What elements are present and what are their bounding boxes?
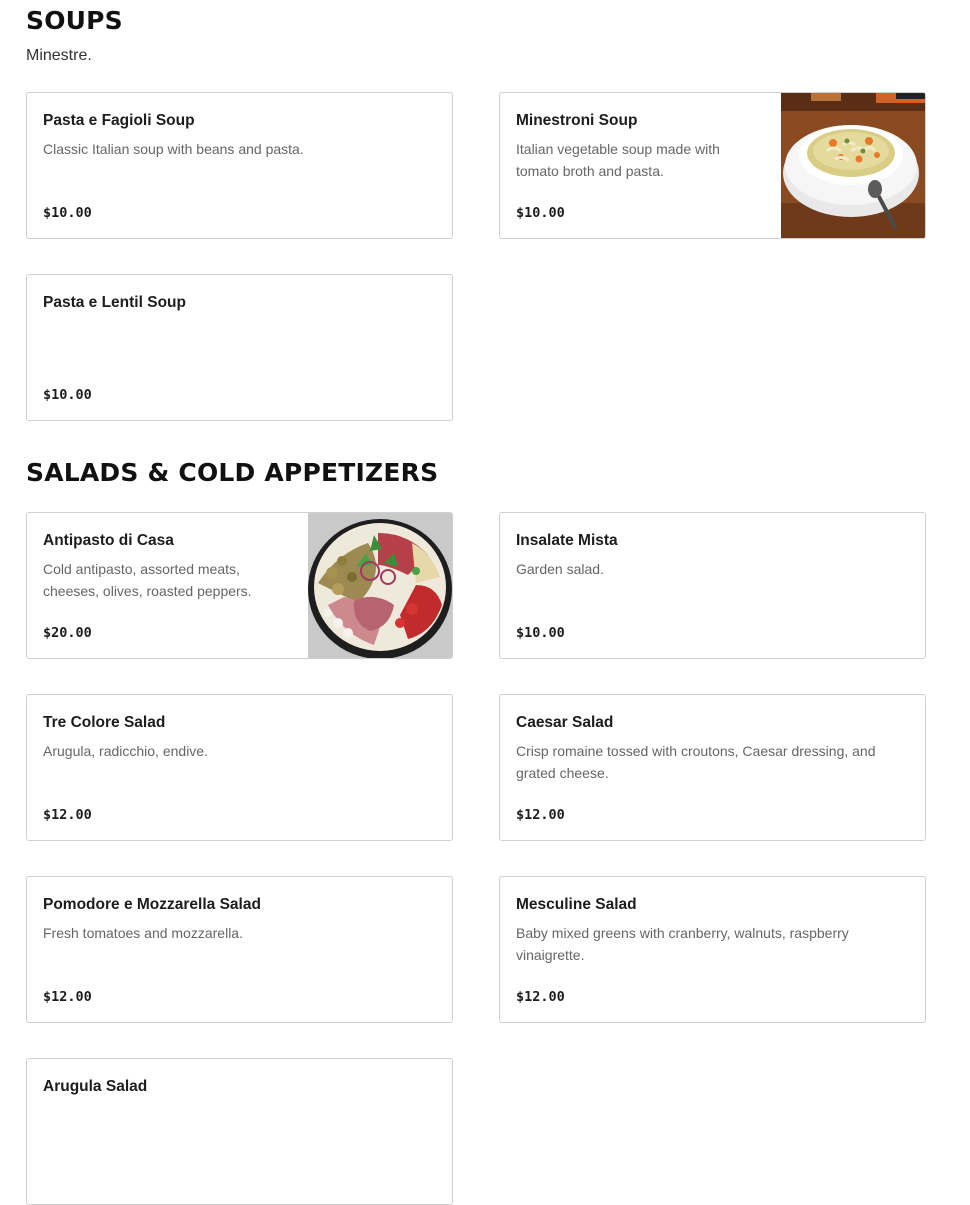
minestrone-soup-photo xyxy=(781,93,925,239)
section-title-soups: SOUPS xyxy=(26,6,123,35)
menu-item-description: Crisp romaine tossed with croutons, Caesar dressing, and grated cheese. xyxy=(516,743,876,781)
menu-item-name: Mesculine Salad xyxy=(516,896,637,913)
menu-item-price: $20.00 xyxy=(43,625,92,641)
menu-item-card[interactable] xyxy=(26,1058,453,1205)
menu-item-description: Cold antipasto, assorted meats, cheeses, olives, roasted peppers. xyxy=(43,561,252,599)
menu-item-card[interactable] xyxy=(26,876,453,1023)
antipasto-platter-photo xyxy=(308,513,452,659)
menu-item-description: Arugula, radicchio, endive. xyxy=(43,743,208,759)
menu-item-description: Garden salad. xyxy=(516,561,604,577)
menu-item-price: $12.00 xyxy=(516,807,565,823)
menu-item-card[interactable] xyxy=(499,512,926,659)
menu-item-name: Caesar Salad xyxy=(516,714,614,731)
menu-item-card[interactable] xyxy=(499,694,926,841)
menu-item-price: $12.00 xyxy=(516,989,565,1005)
menu-item-price: $10.00 xyxy=(43,387,92,403)
menu-item-price: $10.00 xyxy=(43,205,92,221)
menu-item-price: $12.00 xyxy=(43,807,92,823)
menu-item-card[interactable] xyxy=(499,92,926,239)
section-subtitle-soups: Minestre. xyxy=(26,47,92,64)
menu-item-description: Classic Italian soup with beans and pasta. xyxy=(43,141,304,157)
menu-item-card[interactable] xyxy=(26,274,453,421)
menu-item-name: Arugula Salad xyxy=(43,1078,148,1095)
menu-item-card[interactable] xyxy=(26,512,453,659)
menu-item-name: Insalate Mista xyxy=(516,532,618,549)
menu-item-name: Antipasto di Casa xyxy=(43,532,174,549)
menu-item-card[interactable] xyxy=(26,694,453,841)
menu-item-name: Pasta e Fagioli Soup xyxy=(43,112,195,129)
menu-item-name: Pasta e Lentil Soup xyxy=(43,294,186,311)
menu-item-card[interactable] xyxy=(26,92,453,239)
menu-item-description: Fresh tomatoes and mozzarella. xyxy=(43,925,243,941)
menu-item-description: Baby mixed greens with cranberry, walnuts, raspberry vinaigrette. xyxy=(516,925,849,963)
menu-item-description: Italian vegetable soup made with tomato broth and pasta. xyxy=(516,141,720,179)
section-title-salads: SALADS & COLD APPETIZERS xyxy=(26,458,439,487)
menu-item-price: $10.00 xyxy=(516,205,565,221)
menu-item-name: Tre Colore Salad xyxy=(43,714,166,731)
menu-item-card[interactable] xyxy=(499,876,926,1023)
menu-item-price: $12.00 xyxy=(43,989,92,1005)
menu-item-name: Pomodore e Mozzarella Salad xyxy=(43,896,261,913)
menu-item-name: Minestroni Soup xyxy=(516,112,638,129)
menu-item-price: $10.00 xyxy=(516,625,565,641)
